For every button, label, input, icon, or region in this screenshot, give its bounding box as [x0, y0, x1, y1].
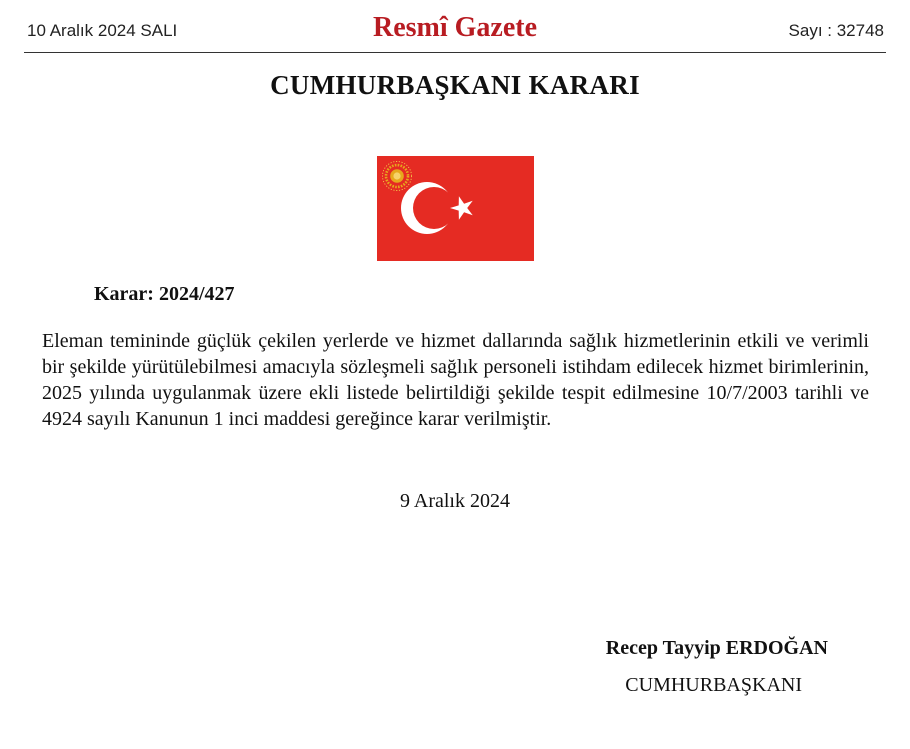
- decree-heading: CUMHURBAŞKANI KARARI: [270, 70, 640, 100]
- signatory-title: CUMHURBAŞKANI: [625, 674, 802, 696]
- decree-date: 9 Aralık 2024: [400, 490, 510, 512]
- header-divider: [24, 52, 886, 53]
- gazette-issue-number: Sayı : 32748: [788, 21, 884, 40]
- turkish-flag-with-presidential-seal-icon: [377, 156, 534, 261]
- crescent-inner: [413, 187, 455, 229]
- gazette-title: Resmî Gazete: [372, 12, 538, 43]
- decree-number: Karar: 2024/427: [94, 283, 235, 305]
- signatory-name: Recep Tayyip ERDOĞAN: [605, 637, 828, 659]
- decree-body-text: Eleman temininde güçlük çekilen yerlerde ve hizmet dallarında sağlık hizmetlerinin etkili ve verimli bir şekilde yürütülebilmesi amacıyla sözleşmeli sağlık personeli istihdam edilecek hizmet birimlerinin, 2025 yılında uygulanmak üzere ekli listede belirtildiği şekilde tespit edilmesine 10/7/2003 tarihli ve 4924 sayılı Kanunun 1 inci maddesi gereğince karar verilmiştir.: [42, 330, 869, 430]
- gazette-date: 10 Aralık 2024 SALI: [27, 21, 178, 40]
